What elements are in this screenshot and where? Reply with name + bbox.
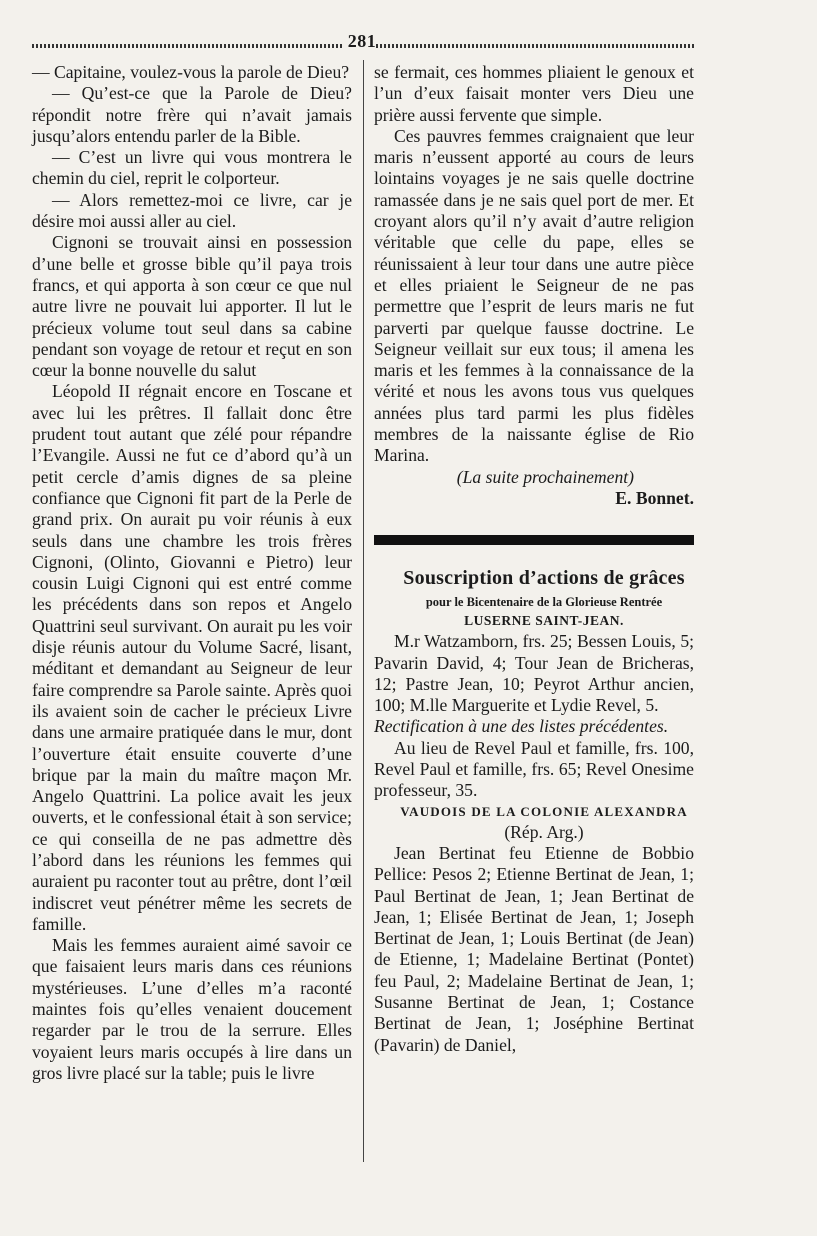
- page-number: 281: [347, 31, 377, 51]
- paragraph: — C’est un livre qui vous montrera le chemin du ciel, reprit le colporteur.: [32, 147, 352, 189]
- to-be-continued-text: (La suite prochainement): [456, 466, 634, 487]
- paragraph: — Qu’est-ce que la Parole de Dieu? répondit notre frère qui n’avait jamais jusqu’alors entendu parler de la Bible.: [32, 83, 352, 146]
- colony-subheading: (Rép. Arg.): [504, 821, 584, 842]
- rectification-entries: Au lieu de Revel Paul et famille, frs. 100, Revel Paul et famille, frs. 65; Revel Onesime professeur, 35.: [374, 737, 694, 801]
- header-ornament-right: [376, 44, 694, 48]
- author-signature: E. Bonnet.: [615, 487, 694, 508]
- header-ornament-left: [32, 44, 342, 48]
- section-rule: [374, 535, 694, 545]
- column-divider: [363, 60, 364, 1162]
- place-heading: LUSERNE SAINT-JEAN.: [464, 613, 624, 629]
- paragraph: — Capitaine, voulez-vous la parole de Dieu?: [32, 62, 350, 82]
- paragraph: Léopold II régnait encore en Toscane et avec lui les prêtres. Il fallait donc être prudent tout autant que zélé pour répandre l’Evangile. Aussi ne fut ce d’abord qu’à un petit cercle d’amis dignes de sa pleine confiance que Cignoni fit part de la Perle de grand prix. On aurait pu voir réunis à eux seuls dans une chambre les trois frères Cignoni, (Olinto, Giovanni e Pietro) leur cousin Luigi Cignoni qui est entré comme les précédents dans son repos et Angelo Quattrini seul survivant. On aurait pu les voir disje réunis autour du Volume Sacré, lisant, méditant et demandant au Seigneur de leur faire comprendre sa Parole sainte. Après quoi ils avaient soin de cacher le précieux Livre dans une armaire pratiquée dans le mur, dont l’ouverture était ensuite couverte d’une brique par la main du maître maçon Mr. Angelo Quattrini. La police avait les jeux ouverts, et le confessional était à son service; ce qui conseilla de ne pas admettre dès l’abord dans les réunions les femmes qui auraient pu raconter tout au prêtre, dont l’œil indiscret veut pénétrer même les secrets de famille.: [32, 381, 352, 934]
- paragraph: Mais les femmes auraient aimé savoir ce que faisaient leurs maris dans ces réunions mystérieuses. L’une d’elles m’a raconté maintes fois qu’elles venaient doucement regarder par le trou de la serrure. Elles voyaient leurs maris occupés à lire dans un gros livre placé sur la table; puis le livre: [32, 935, 352, 1083]
- colony-heading: VAUDOIS DE LA COLONIE ALEXANDRA: [400, 803, 688, 819]
- paragraph: Cignoni se trouvait ainsi en possession d’une belle et grosse bible qu’il paya trois francs, et qui apporta à son cœur ce que nul autre livre ne pouvait lui apporter. Il lut le précieux volume tout seul dans sa cabine pendant son voyage de retour et reçut en son cœur la bonne nouvelle du salut: [32, 232, 352, 381]
- colony-entries: Jean Bertinat feu Etienne de Bobbio Pellice: Pesos 2; Etienne Bertinat de Jean, 1; Paul Bertinat de Jean, 1; Jean Bertinat de Jean, 1; Elisée Bertinat de Jean, 1; Joseph Bertinat de Jean, 1; Louis Bertinat (de Jean) de Etienne, 1; Madelaine Bertinat (Pontet) feu Paul, 2; Madelaine Bertinat de Jean, 1; Susanne Bertinat de Jean, 1; Costance Bertinat de Jean, 1; Joséphine Bertinat (Pavarin) de Daniel,: [374, 842, 694, 1055]
- rectification-heading: Rectification à une des listes précédentes.: [374, 716, 669, 737]
- paragraph: Ces pauvres femmes craignaient que leur maris n’eussent apporté au cours de leurs lointains voyages je ne sais quelle doctrine ramassée dans je ne sais quel port de mer. Et croyant alors qu’il n’y avait d’autre religion véritable que celle du pape, elles se réunissaient à leur tour dans une autre pièce et elles priaient le Seigneur de ne pas permettre que l’esprit de leurs maris ne fut parverti par quelque fausse doctrine. Le Seigneur veillait sur eux tous; il amena les maris et les femmes à la connaissance de la vérité et nous les avons tous vus quelques années plus tard parmi les plus fidèles membres de la naissante église de Rio Marina.: [374, 125, 694, 466]
- paragraph: — Alors remettez-moi ce livre, car je désire moi aussi aller au ciel.: [32, 189, 352, 232]
- left-column: [32, 62, 352, 1084]
- subscription-title: Souscription d’actions de grâces: [403, 567, 685, 590]
- paragraph: se fermait, ces hommes pliaient le genoux et l’un d’eux faisait monter vers Dieu une prière aussi fervente que simple.: [374, 62, 694, 125]
- to-be-continued: [374, 467, 694, 488]
- subscription-subtitle: pour le Bicentenaire de la Glorieuse Rentrée: [425, 595, 663, 610]
- subscription-entries: M.r Watzamborn, frs. 25; Bessen Louis, 5; Pavarin David, 4; Tour Jean de Bricheras, 12; Pastre Jean, 10; Peyrot Arthur ancien, 100; M.lle Marguerite et Lydie Revel, 5.: [374, 631, 694, 716]
- right-column: [374, 62, 694, 1056]
